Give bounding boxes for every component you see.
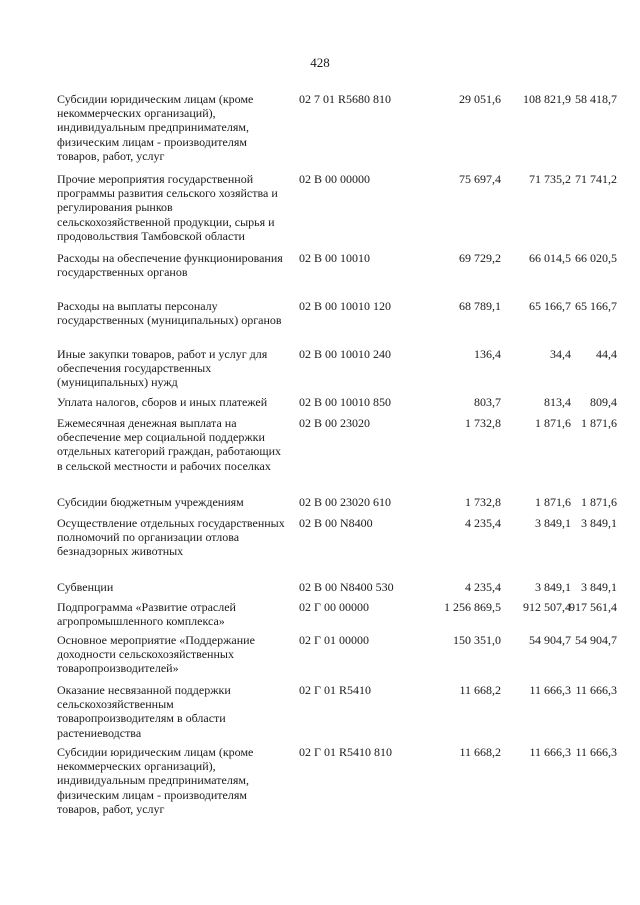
table-row (57, 580, 617, 600)
row-value-2: 813,4 (544, 395, 571, 409)
row-value-2: 3 849,1 (535, 580, 571, 594)
budget-table (57, 92, 617, 825)
row-value-1: 69 729,2 (459, 251, 501, 265)
row-code: 02 В 00 10010 120 (299, 299, 392, 313)
row-value-1: 4 235,4 (465, 580, 501, 594)
row-value-2: 71 735,2 (529, 172, 571, 186)
row-name: Оказание несвязанной поддержки сельскохозяйственным товаропроизводителям в области растениеводства (57, 683, 231, 740)
table-row (57, 516, 617, 580)
row-value-1: 4 235,4 (465, 516, 501, 530)
row-value-2: 1 871,6 (535, 495, 571, 509)
row-value-2: 54 904,7 (529, 633, 571, 647)
row-value-3: 3 849,1 (581, 580, 617, 594)
row-value-3: 11 666,3 (575, 683, 617, 697)
row-value-2: 1 871,6 (535, 416, 571, 430)
table-row (57, 251, 617, 299)
row-code: 02 В 00 10010 (299, 251, 371, 265)
row-value-3: 3 849,1 (581, 516, 617, 530)
row-value-1: 75 697,4 (459, 172, 501, 186)
table-row (57, 92, 617, 172)
row-value-2: 11 666,3 (529, 745, 571, 759)
table-row (57, 745, 617, 825)
row-value-2: 3 849,1 (535, 516, 571, 530)
row-value-2: 912 507,4 (523, 600, 571, 614)
table-row (57, 172, 617, 251)
row-code: 02 В 00 23020 (299, 416, 371, 430)
table-row (57, 633, 617, 683)
row-value-3: 11 666,3 (575, 745, 617, 759)
row-name: Прочие мероприятия государственной программы развития сельского хозяйства и регулирования рынков сельскохозяйственной продукции, сырья и продовольствия Тамбовской области (57, 172, 278, 243)
row-value-2: 34,4 (550, 347, 571, 361)
row-value-1: 1 732,8 (465, 416, 501, 430)
row-name: Основное мероприятие «Поддержание доходности сельскохозяйственных товаропроизводителей» (57, 633, 255, 676)
row-value-1: 136,4 (474, 347, 501, 361)
row-value-1: 68 789,1 (459, 299, 501, 313)
page-number: 428 (310, 55, 330, 70)
row-name: Расходы на выплаты персоналу государственных (муниципальных) органов (57, 299, 282, 328)
row-value-1: 1 256 869,5 (444, 600, 501, 614)
row-value-3: 809,4 (590, 395, 617, 409)
row-name: Субвенции (57, 580, 114, 594)
row-code: 02 В 00 N8400 (299, 516, 373, 530)
row-value-2: 66 014,5 (529, 251, 571, 265)
table-row (57, 683, 617, 745)
row-value-3: 58 418,7 (575, 92, 617, 106)
row-code: 02 В 00 00000 (299, 172, 371, 186)
row-value-2: 11 666,3 (529, 683, 571, 697)
row-value-3: 71 741,2 (575, 172, 617, 186)
row-value-3: 44,4 (596, 347, 617, 361)
table-row (57, 600, 617, 633)
row-code: 02 В 00 N8400 530 (299, 580, 394, 594)
row-value-3: 917 561,4 (569, 600, 617, 614)
row-value-3: 54 904,7 (575, 633, 617, 647)
row-code: 02 Г 00 00000 (299, 600, 369, 614)
row-value-3: 65 166,7 (575, 299, 617, 313)
row-name: Субсидии бюджетным учреждениям (57, 495, 244, 509)
row-code: 02 Г 01 R5410 (299, 683, 371, 697)
row-code: 02 7 01 R5680 810 (299, 92, 392, 106)
row-value-1: 29 051,6 (459, 92, 501, 106)
row-value-1: 1 732,8 (465, 495, 501, 509)
row-name: Субсидии юридическим лицам (кроме некоммерческих организаций), индивидуальным предпринимателям, физическим лицам - производителям товаров, работ, услуг (57, 745, 254, 816)
row-value-1: 11 668,2 (459, 745, 501, 759)
row-code: 02 В 00 10010 240 (299, 347, 392, 361)
table-row (57, 299, 617, 347)
row-name: Уплата налогов, сборов и иных платежей (57, 395, 268, 409)
row-code: 02 Г 01 00000 (299, 633, 369, 647)
row-name: Расходы на обеспечение функционирования государственных органов (57, 251, 283, 280)
row-value-3: 1 871,6 (581, 495, 617, 509)
row-name: Подпрограмма «Развитие отраслей агропромышленного комплекса» (57, 600, 236, 629)
row-value-3: 66 020,5 (575, 251, 617, 265)
row-value-3: 1 871,6 (581, 416, 617, 430)
row-code: 02 В 00 10010 850 (299, 395, 392, 409)
row-name: Ежемесячная денежная выплата на обеспечение мер социальной поддержки отдельных категорий граждан, работающих в сельской местности и рабочих поселках (57, 416, 282, 473)
row-name: Осуществление отдельных государственных полномочий по организации отлова безнадзорных животных (57, 516, 285, 559)
row-value-1: 11 668,2 (459, 683, 501, 697)
row-value-1: 803,7 (474, 395, 501, 409)
table-row (57, 347, 617, 395)
row-name: Субсидии юридическим лицам (кроме некоммерческих организаций), индивидуальным предпринимателям, физическим лицам - производителям товаров, работ, услуг (57, 92, 254, 163)
row-code: 02 В 00 23020 610 (299, 495, 392, 509)
table-row (57, 495, 617, 516)
row-code: 02 Г 01 R5410 810 (299, 745, 392, 759)
table-row (57, 395, 617, 416)
row-name: Иные закупки товаров, работ и услуг для обеспечения государственных (муниципальных) нужд (57, 347, 268, 390)
row-value-2: 65 166,7 (529, 299, 571, 313)
table-row (57, 416, 617, 495)
row-value-1: 150 351,0 (453, 633, 501, 647)
row-value-2: 108 821,9 (523, 92, 571, 106)
